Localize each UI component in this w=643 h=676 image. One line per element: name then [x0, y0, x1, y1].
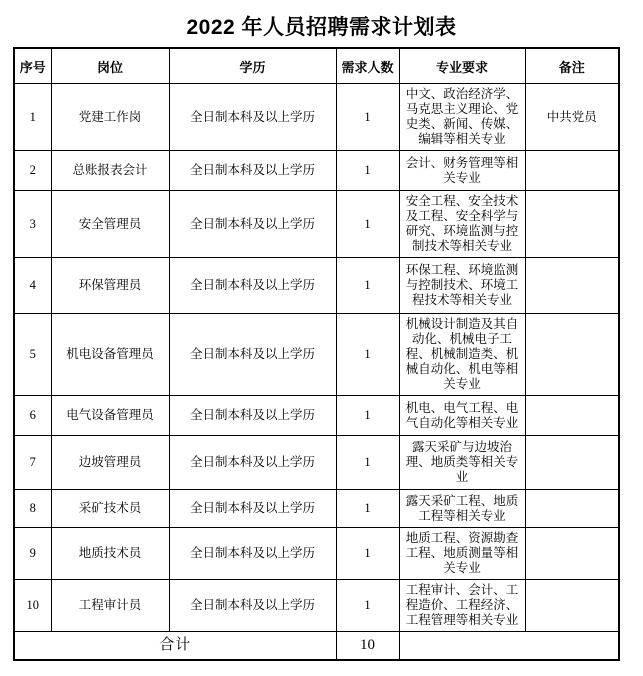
cell-education: 全日制本科及以上学历 [169, 84, 336, 151]
cell-position: 边坡管理员 [51, 436, 169, 490]
cell-major: 环保工程、环境监测与控制技术、环境工程技术等相关专业 [399, 258, 525, 314]
cell-remark [525, 528, 619, 580]
table-row [14, 436, 619, 490]
cell-count: 1 [336, 580, 399, 632]
cell-education: 全日制本科及以上学历 [169, 258, 336, 314]
cell-remark [525, 258, 619, 314]
table-row [14, 396, 619, 436]
cell-remark: 中共党员 [525, 84, 619, 151]
cell-major: 会计、财务管理等相关专业 [399, 151, 525, 191]
cell-serial: 6 [14, 396, 51, 436]
header-serial: 序号 [14, 48, 51, 84]
cell-count: 1 [336, 490, 399, 528]
cell-education: 全日制本科及以上学历 [169, 436, 336, 490]
table-row [14, 84, 619, 151]
cell-major: 安全工程、安全技术及工程、安全科学与研究、环境监测与控制技术等相关专业 [399, 191, 525, 258]
summary-label: 合计 [14, 632, 336, 660]
cell-serial: 8 [14, 490, 51, 528]
cell-education: 全日制本科及以上学历 [169, 528, 336, 580]
cell-count: 1 [336, 436, 399, 490]
table-row [14, 191, 619, 258]
header-position: 岗位 [51, 48, 169, 84]
cell-major: 机械设计制造及其自动化、机械电子工程、机械制造类、机械自动化、机电等相关专业 [399, 314, 525, 396]
cell-remark [525, 314, 619, 396]
cell-major: 地质工程、资源勘查工程、地质测量等相关专业 [399, 528, 525, 580]
cell-major: 机电、电气工程、电气自动化等相关专业 [399, 396, 525, 436]
table-row [14, 314, 619, 396]
cell-serial: 7 [14, 436, 51, 490]
cell-count: 1 [336, 314, 399, 396]
table-row [14, 258, 619, 314]
cell-education: 全日制本科及以上学历 [169, 191, 336, 258]
cell-position: 总账报表会计 [51, 151, 169, 191]
cell-position: 安全管理员 [51, 191, 169, 258]
cell-position: 环保管理员 [51, 258, 169, 314]
cell-position: 地质技术员 [51, 528, 169, 580]
cell-position: 机电设备管理员 [51, 314, 169, 396]
cell-serial: 2 [14, 151, 51, 191]
cell-serial: 1 [14, 84, 51, 151]
cell-major: 中文、政治经济学、马克思主义理论、党史类、新闻、传媒、编辑等相关专业 [399, 84, 525, 151]
cell-remark [525, 490, 619, 528]
cell-education: 全日制本科及以上学历 [169, 314, 336, 396]
cell-count: 1 [336, 258, 399, 314]
table-header-row [14, 48, 619, 84]
table-row [14, 490, 619, 528]
cell-count: 1 [336, 151, 399, 191]
cell-position: 采矿技术员 [51, 490, 169, 528]
header-remark: 备注 [525, 48, 619, 84]
page-title: 2022 年人员招聘需求计划表 [186, 16, 457, 39]
cell-position: 党建工作岗 [51, 84, 169, 151]
cell-count: 1 [336, 84, 399, 151]
cell-position: 工程审计员 [51, 580, 169, 632]
table-row [14, 151, 619, 191]
cell-education: 全日制本科及以上学历 [169, 151, 336, 191]
table-row [14, 528, 619, 580]
cell-major: 工程审计、会计、工程造价、工程经济、工程管理等相关专业 [399, 580, 525, 632]
cell-count: 1 [336, 396, 399, 436]
cell-remark [525, 396, 619, 436]
header-education: 学历 [169, 48, 336, 84]
cell-serial: 5 [14, 314, 51, 396]
cell-serial: 10 [14, 580, 51, 632]
summary-row [14, 632, 619, 660]
summary-empty-cell [399, 632, 619, 660]
cell-remark [525, 191, 619, 258]
cell-education: 全日制本科及以上学历 [169, 396, 336, 436]
cell-serial: 3 [14, 191, 51, 258]
summary-total: 10 [336, 632, 399, 660]
cell-remark [525, 436, 619, 490]
cell-remark [525, 151, 619, 191]
cell-education: 全日制本科及以上学历 [169, 490, 336, 528]
cell-major: 露天采矿与边坡治理、地质类等相关专业 [399, 436, 525, 490]
cell-remark [525, 580, 619, 632]
table-row [14, 580, 619, 632]
cell-major: 露天采矿工程、地质工程等相关专业 [399, 490, 525, 528]
cell-serial: 9 [14, 528, 51, 580]
cell-count: 1 [336, 528, 399, 580]
header-count: 需求人数 [336, 48, 399, 84]
cell-count: 1 [336, 191, 399, 258]
recruitment-table [13, 47, 620, 661]
header-major: 专业要求 [399, 48, 525, 84]
cell-serial: 4 [14, 258, 51, 314]
cell-position: 电气设备管理员 [51, 396, 169, 436]
cell-education: 全日制本科及以上学历 [169, 580, 336, 632]
